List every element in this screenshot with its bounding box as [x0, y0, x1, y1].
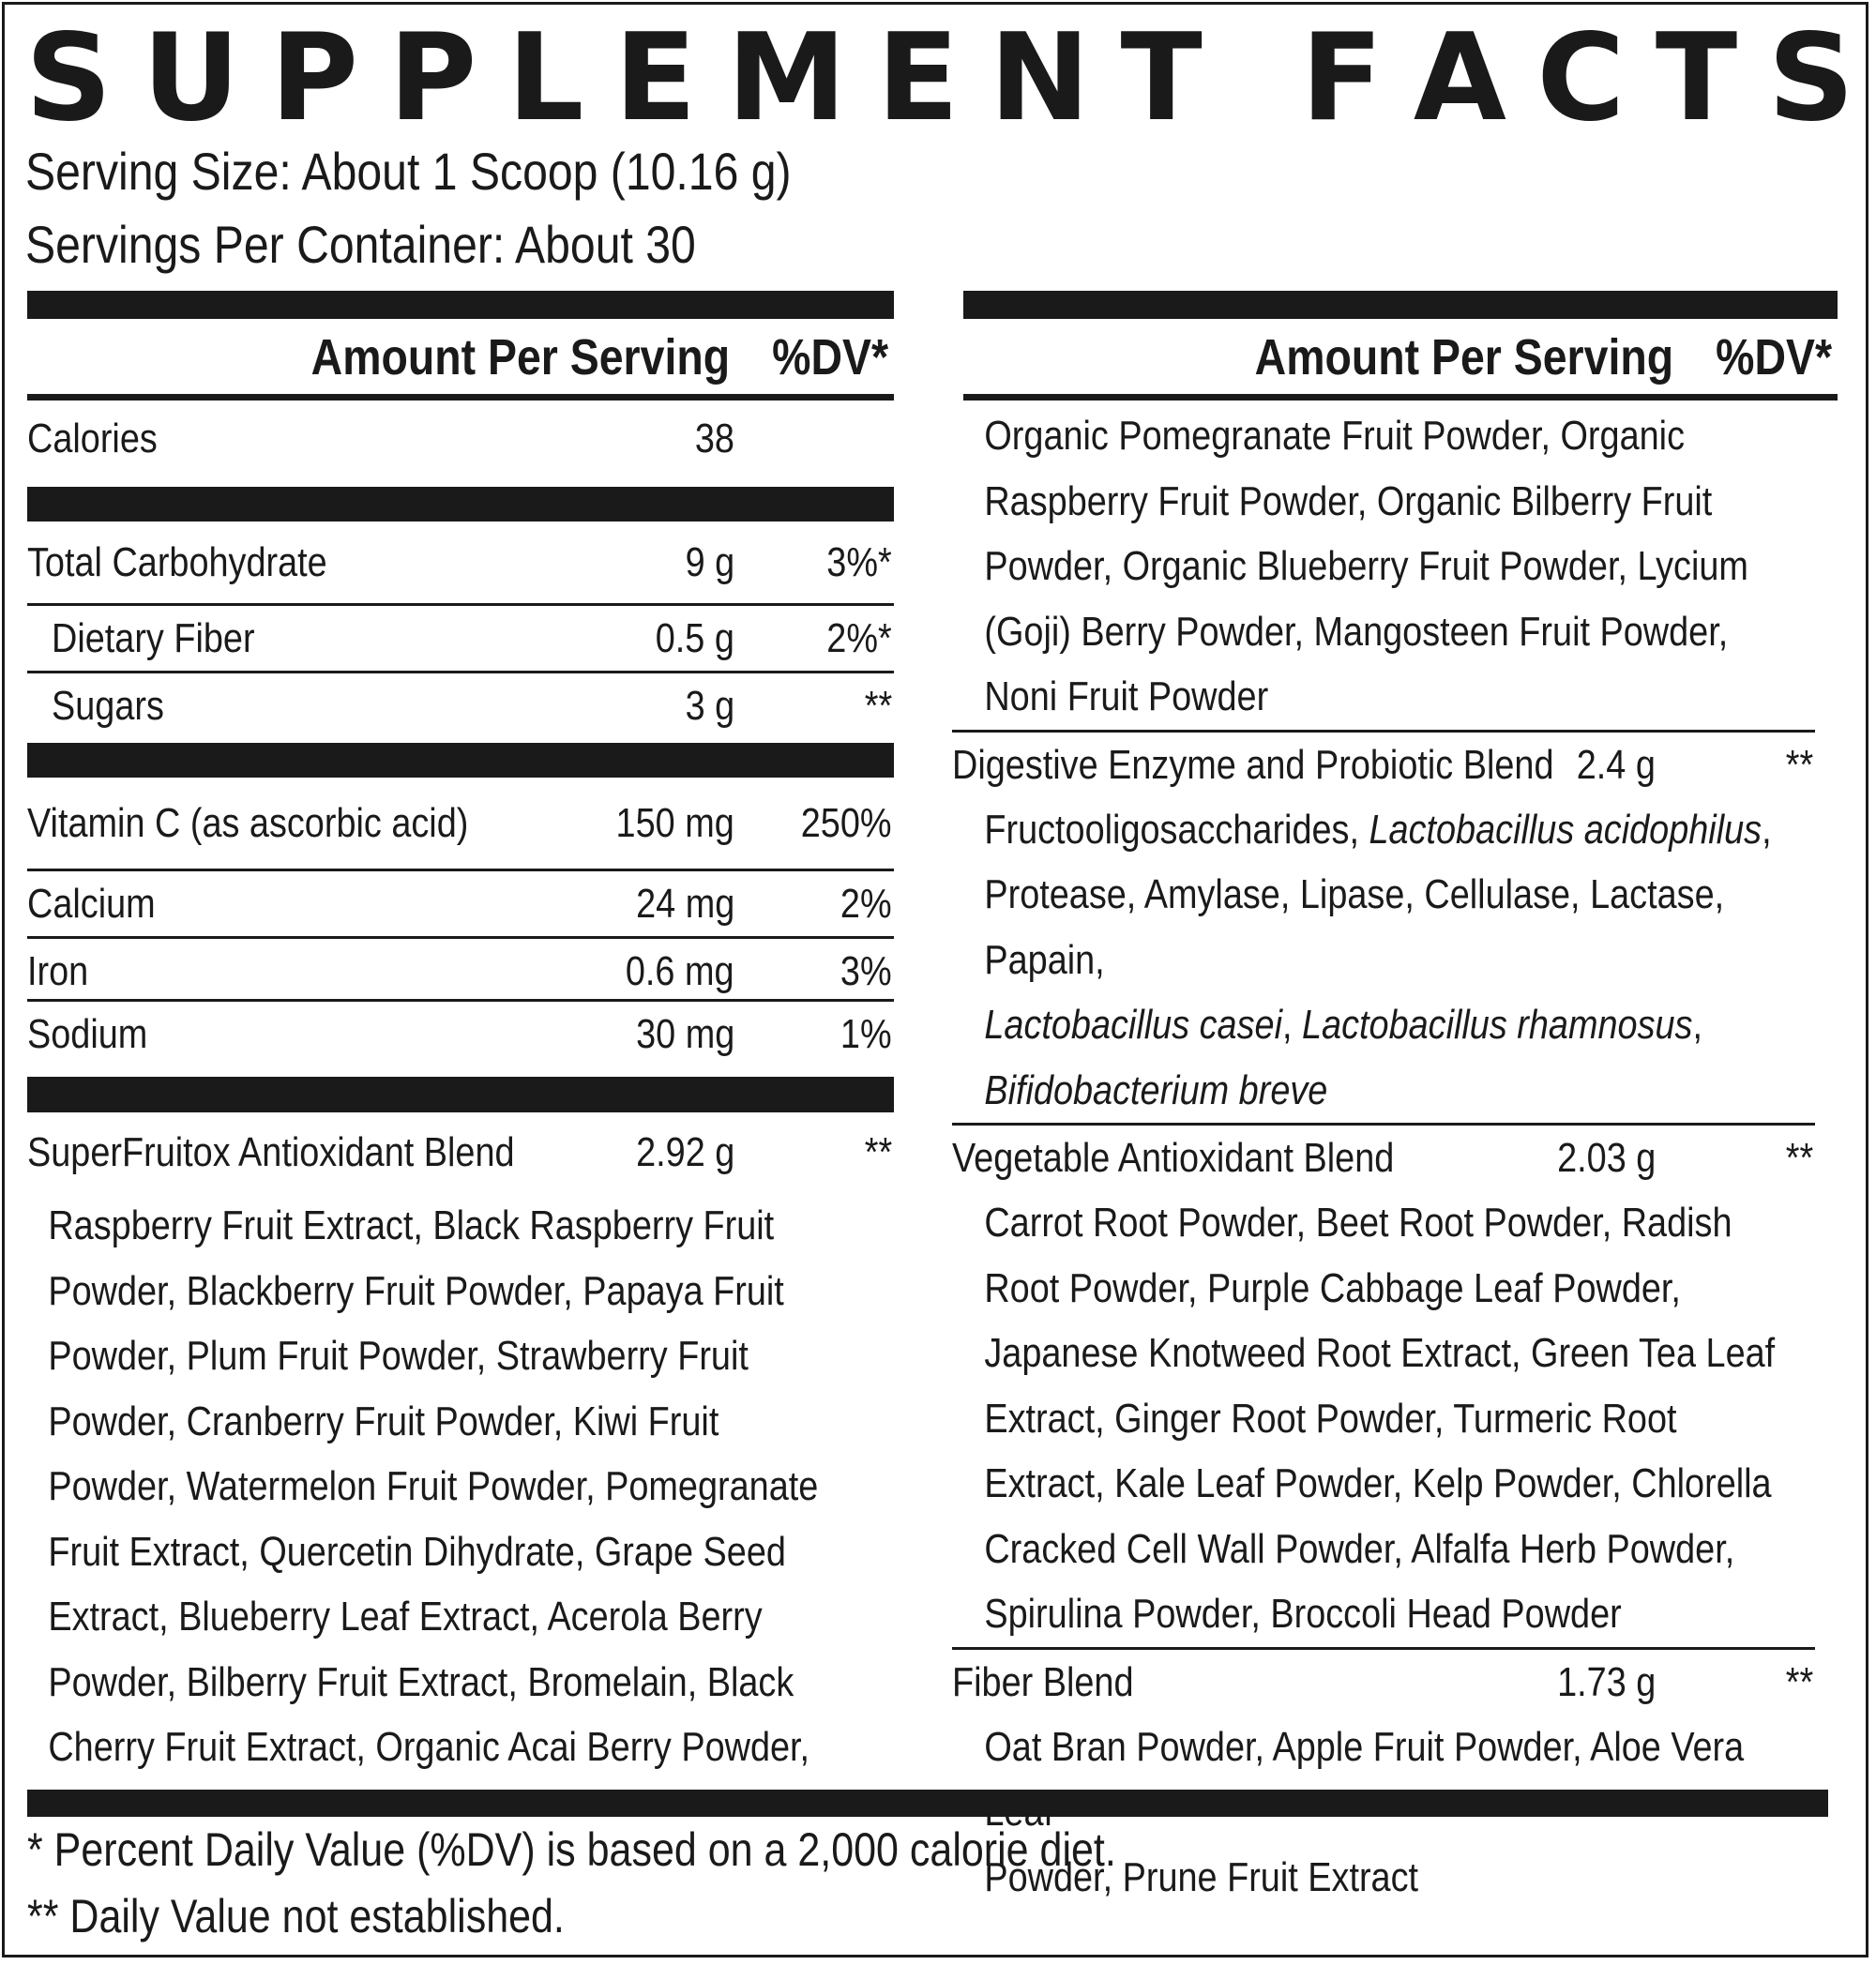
ingredient-line: Organic Pomegranate Fruit Powder, Organic — [984, 413, 1686, 459]
ingredient-italic: Lactobacillus casei — [984, 1002, 1282, 1048]
panel-title — [25, 8, 1854, 148]
nutrient-name: Iron — [27, 948, 89, 994]
blend-amount: 1.73 g — [1556, 1658, 1656, 1705]
ingredient-line: Extract, Blueberry Leaf Extract, Acerola Berry — [48, 1594, 763, 1640]
left-column — [27, 291, 894, 1780]
nutrient-name: Calcium — [27, 881, 156, 927]
ingredient-line: Cracked Cell Wall Powder, Alfalfa Herb Powder, — [984, 1525, 1735, 1572]
dv-header: %DV* — [1716, 329, 1832, 385]
title-letter: C — [1536, 8, 1626, 148]
blend-amount: 2.92 g — [635, 1129, 734, 1175]
dv-header: %DV* — [772, 329, 888, 385]
nutrient-amount: 3 g — [685, 683, 734, 729]
blend-dv: ** — [864, 1129, 892, 1175]
nutrient-amount: 9 g — [685, 539, 734, 585]
ingredient-italic: Bifidobacterium breve — [984, 1066, 1328, 1113]
title-letter: E — [613, 8, 697, 148]
nutrient-amount: 38 — [694, 416, 734, 461]
blend-name: Vegetable Antioxidant Blend — [952, 1135, 1395, 1181]
blend-row — [952, 733, 1815, 797]
ingredient-line: Cherry Fruit Extract, Organic Acai Berry Powder, — [48, 1724, 810, 1770]
ingredient-line: Powder, Plum Fruit Powder, Strawberry Fruit — [48, 1333, 749, 1379]
blend-ingredients — [963, 797, 1815, 1124]
ingredient-text: , — [1281, 1002, 1303, 1048]
title-letter: F — [1300, 8, 1384, 148]
nutrient-name: Total Carbohydrate — [27, 539, 327, 585]
nutrient-row — [27, 939, 894, 1002]
nutrient-row — [27, 606, 894, 673]
calories-row — [27, 401, 894, 487]
nutrient-amount: 30 mg — [635, 1011, 734, 1057]
ingredient-line — [984, 1058, 1815, 1124]
title-letter: N — [989, 8, 1090, 148]
blend-name: SuperFruitox Antioxidant Blend — [27, 1129, 515, 1175]
title-letter: P — [270, 8, 358, 148]
ingredient-line — [984, 992, 1815, 1058]
nutrient-dv: 1% — [840, 1011, 892, 1057]
ingredient-line: Noni Fruit Powder — [984, 673, 1269, 719]
nutrient-amount: 24 mg — [635, 881, 734, 927]
blend-name: Fiber Blend — [952, 1658, 1134, 1705]
footnote-dv: * Percent Daily Value (%DV) is based on a 2,000 calorie diet. — [27, 1823, 1116, 1876]
divider-bar — [27, 1077, 894, 1112]
nutrient-dv: 2%* — [826, 615, 892, 661]
column-header — [963, 319, 1838, 401]
ingredient-italic: Lactobacillus acidophilus — [1369, 806, 1763, 853]
footnote-not-established: ** Daily Value not established. — [27, 1890, 565, 1942]
title-letter: S — [1767, 8, 1854, 148]
ingredient-line: Powder, Watermelon Fruit Powder, Pomegranate — [48, 1463, 819, 1509]
blend-ingredients — [27, 1193, 879, 1780]
nutrient-dv: 3% — [840, 948, 892, 994]
ingredient-line: Powder, Cranberry Fruit Powder, Kiwi Fruit — [48, 1398, 719, 1444]
ingredient-line: Japanese Knotweed Root Extract, Green Tea Leaf — [984, 1330, 1776, 1376]
ingredient-text: , — [1692, 1002, 1703, 1048]
ingredient-line: Oat Bran Powder, Apple Fruit Powder, Aloe Vera — [984, 1723, 1745, 1770]
ingredient-line: Spirulina Powder, Broccoli Head Powder — [984, 1591, 1622, 1637]
blend-dv: ** — [1785, 1658, 1813, 1705]
title-letter: M — [726, 8, 847, 148]
right-column — [952, 291, 1838, 1910]
title-letter: A — [1413, 8, 1506, 148]
supplement-facts-panel — [2, 2, 1868, 1957]
ingredient-line: Extract, Kale Leaf Powder, Kelp Powder, Chlorella — [984, 1460, 1772, 1506]
blend-dv: ** — [1785, 741, 1813, 788]
ingredient-text: , — [1762, 806, 1772, 853]
amount-per-serving-header: Amount Per Serving — [1254, 329, 1673, 385]
ingredient-text: Fructooligosaccharides, — [984, 806, 1369, 853]
nutrient-row — [27, 521, 894, 606]
title-letter: T — [1655, 8, 1738, 148]
nutrient-name: Vitamin C (as ascorbic acid) — [27, 800, 469, 846]
divider-bar — [27, 291, 894, 319]
title-letter: E — [876, 8, 960, 148]
ingredient-line: (Goji) Berry Powder, Mangosteen Fruit Powder, — [984, 608, 1729, 655]
ingredient-line: Raspberry Fruit Extract, Black Raspberry Fruit — [48, 1202, 775, 1248]
divider-bar — [27, 1790, 1828, 1817]
nutrient-row — [27, 673, 894, 743]
ingredient-line: Root Powder, Purple Cabbage Leaf Powder, — [984, 1264, 1681, 1311]
ingredient-line: Powder, Blackberry Fruit Powder, Papaya Fruit — [48, 1267, 784, 1314]
nutrient-dv: 3%* — [826, 539, 892, 585]
nutrient-dv: 2% — [840, 881, 892, 927]
blend-name: Digestive Enzyme and Probiotic Blend — [952, 741, 1554, 788]
nutrient-amount: 0.6 mg — [626, 948, 734, 994]
ingredient-line: Protease, Amylase, Lipase, Cellulase, Lactase, Papain, — [984, 871, 1725, 983]
ingredient-line: Carrot Root Powder, Beet Root Powder, Radish — [984, 1200, 1732, 1246]
divider-bar — [27, 487, 894, 521]
nutrient-name: Calories — [27, 416, 158, 461]
nutrient-amount: 150 mg — [615, 800, 734, 846]
nutrient-name: Dietary Fiber — [52, 615, 255, 661]
ingredient-line — [984, 797, 1815, 863]
ingredient-line: Raspberry Fruit Powder, Organic Bilberry Fruit — [984, 477, 1713, 524]
divider-bar — [963, 291, 1838, 319]
blend-amount: 2.4 g — [1576, 741, 1656, 788]
title-letter: L — [507, 8, 584, 148]
nutrient-dv: 250% — [801, 800, 892, 846]
blend-ingredients — [963, 401, 1815, 730]
divider-bar — [27, 743, 894, 778]
blend-row — [952, 1126, 1815, 1190]
ingredient-italic: Lactobacillus rhamnosus — [1302, 1002, 1693, 1048]
blend-dv: ** — [1785, 1135, 1813, 1181]
blend-row — [27, 1112, 894, 1193]
ingredient-line: Powder, Bilberry Fruit Extract, Bromelain, Black — [48, 1658, 794, 1705]
ingredient-line: Powder, Organic Blueberry Fruit Powder, Lycium — [984, 543, 1748, 589]
servings-per-container: Servings Per Container: About 30 — [25, 215, 696, 274]
blend-ingredients — [963, 1190, 1815, 1647]
blend-row — [952, 1650, 1815, 1715]
nutrient-row — [27, 778, 894, 871]
nutrient-amount: 0.5 g — [655, 615, 734, 661]
ingredient-line: Extract, Ginger Root Powder, Turmeric Root — [984, 1395, 1677, 1442]
blend-amount: 2.03 g — [1556, 1135, 1656, 1181]
title-letter: S — [25, 8, 113, 148]
column-header — [27, 319, 894, 401]
nutrient-row — [27, 871, 894, 939]
nutrient-name: Sodium — [27, 1011, 148, 1057]
title-letter: T — [1120, 8, 1203, 148]
nutrient-dv: ** — [864, 683, 892, 729]
ingredient-line: Fruit Extract, Quercetin Dihydrate, Grape Seed — [48, 1528, 786, 1575]
amount-per-serving-header: Amount Per Serving — [310, 329, 730, 385]
serving-size: Serving Size: About 1 Scoop (10.16 g) — [25, 142, 792, 201]
ingredient-line: Powder, Prune Fruit Extract — [984, 1853, 1419, 1900]
title-letter: U — [142, 8, 240, 148]
title-letter: P — [388, 8, 477, 148]
nutrient-row — [27, 1002, 894, 1077]
nutrient-name: Sugars — [52, 683, 164, 729]
